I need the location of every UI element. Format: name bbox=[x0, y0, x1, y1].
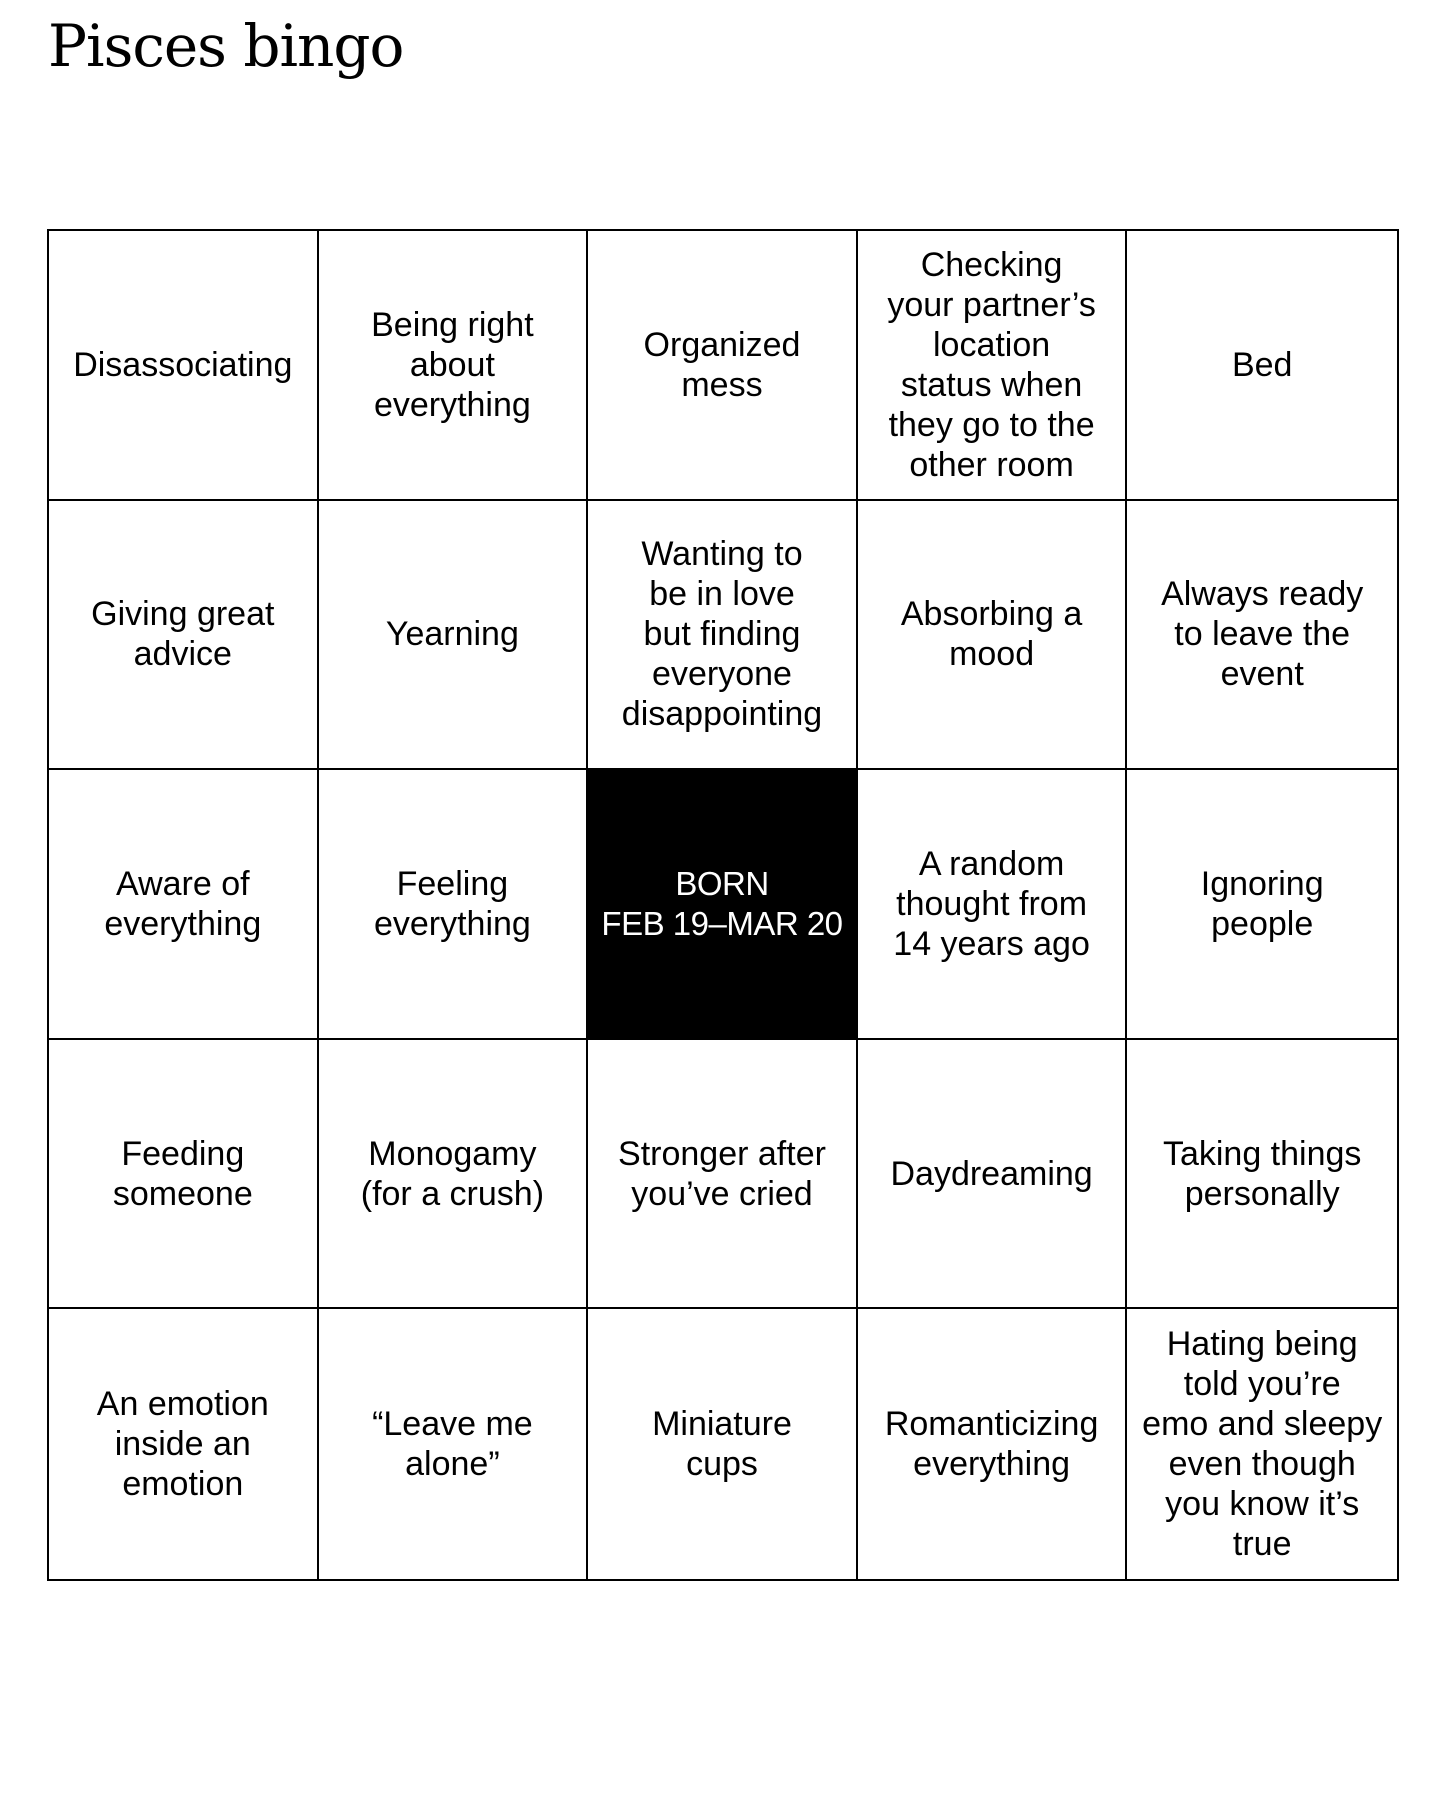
bingo-cell-label: Ignoring people bbox=[1200, 864, 1324, 943]
bingo-cell-label: An emotion inside an emotion bbox=[96, 1385, 269, 1504]
bingo-cell-ignoring-people bbox=[1127, 770, 1397, 1040]
bingo-cell-label: Taking things personally bbox=[1162, 1134, 1362, 1213]
bingo-cell-label: “Leave me alone” bbox=[372, 1405, 533, 1484]
bingo-cell-bed bbox=[1127, 231, 1397, 501]
bingo-cell-label: Checking your partner’s location status when they go to the other room bbox=[887, 245, 1096, 484]
bingo-cell-label: Being right about everything bbox=[371, 305, 534, 424]
bingo-cell-monogamy bbox=[319, 1040, 589, 1310]
bingo-cell-label: Miniature cups bbox=[652, 1405, 792, 1484]
bingo-cell-random-thought bbox=[858, 770, 1128, 1040]
bingo-cell-label: Organized mess bbox=[643, 325, 801, 404]
bingo-cell-label: Disassociating bbox=[73, 345, 293, 384]
bingo-cell-yearning bbox=[319, 501, 589, 771]
bingo-cell-hating-emo bbox=[1127, 1309, 1397, 1579]
bingo-cell-being-right bbox=[319, 231, 589, 501]
bingo-cell-label: Absorbing a mood bbox=[900, 595, 1083, 674]
bingo-cell-label: Stronger after you’ve cried bbox=[618, 1134, 826, 1213]
bingo-cell-label: Giving great advice bbox=[91, 595, 275, 674]
bingo-cell-label: Aware of everything bbox=[104, 864, 262, 943]
bingo-board bbox=[47, 229, 1399, 1581]
bingo-cell-giving-advice bbox=[49, 501, 319, 771]
bingo-cell-feeding bbox=[49, 1040, 319, 1310]
bingo-cell-label: Yearning bbox=[385, 615, 519, 654]
bingo-cell-miniature-cups bbox=[588, 1309, 858, 1579]
bingo-cell-romanticizing bbox=[858, 1309, 1128, 1579]
bingo-cell-disassociating bbox=[49, 231, 319, 501]
bingo-cell-checking-location bbox=[858, 231, 1128, 501]
bingo-cell-aware bbox=[49, 770, 319, 1040]
bingo-cell-label: Monogamy (for a crush) bbox=[360, 1134, 545, 1213]
page-title: Pisces bingo bbox=[48, 12, 404, 80]
bingo-cell-label: Wanting to be in love but finding everyone disappointing bbox=[621, 535, 823, 734]
bingo-cell-label: Bed bbox=[1231, 345, 1293, 384]
bingo-cell-label: Always ready to leave the event bbox=[1161, 575, 1364, 694]
bingo-cell-absorbing-mood bbox=[858, 501, 1128, 771]
bingo-cell-daydreaming bbox=[858, 1040, 1128, 1310]
bingo-cell-label: Feeling everything bbox=[373, 864, 531, 943]
bingo-cell-wanting-love bbox=[588, 501, 858, 771]
bingo-cell-stronger bbox=[588, 1040, 858, 1310]
bingo-cell-label: Daydreaming bbox=[890, 1154, 1093, 1193]
bingo-cell-label: Feeding someone bbox=[112, 1134, 253, 1213]
bingo-cell-organized-mess bbox=[588, 231, 858, 501]
bingo-cell-label: A random thought from 14 years ago bbox=[893, 844, 1090, 963]
bingo-cell-feeling bbox=[319, 770, 589, 1040]
bingo-cell-emotion bbox=[49, 1309, 319, 1579]
bingo-free-cell-label: BORN FEB 19–MAR 20 bbox=[601, 864, 843, 942]
bingo-free-cell bbox=[588, 770, 858, 1040]
bingo-cell-taking-personally bbox=[1127, 1040, 1397, 1310]
bingo-cell-label: Romanticizing everything bbox=[884, 1405, 1099, 1484]
bingo-cell-label: Hating being told you’re emo and sleepy even though you know it’s true bbox=[1142, 1325, 1383, 1564]
bingo-cell-ready-to-leave bbox=[1127, 501, 1397, 771]
bingo-cell-leave-me-alone bbox=[319, 1309, 589, 1579]
